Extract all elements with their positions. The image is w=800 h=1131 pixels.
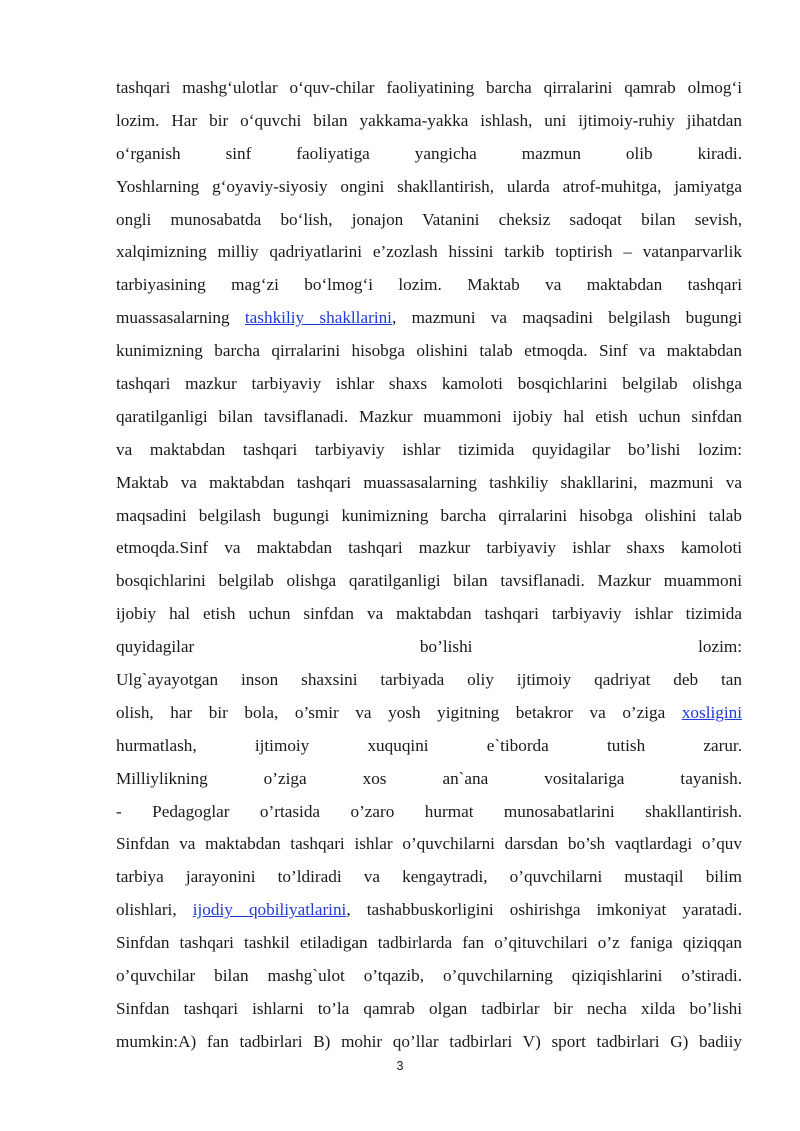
hyperlink[interactable]: tashkiliy shakllarini <box>244 308 392 328</box>
text-line <box>116 72 742 105</box>
text-line <box>116 993 742 1026</box>
text-run: maqsadini belgilash bugungi kunimizning barcha qirralarini hisobga olishini talab <box>116 505 742 525</box>
text-line <box>116 335 742 368</box>
text-run: Ulg`ayayotgan inson shaxsini tarbiyada oliy ijtimoiy qadriyat deb tan <box>116 670 742 690</box>
text-run: va maktabdan tashqari tarbiyaviy ishlar tizimida quyidagilar bo’lishi lozim: <box>116 439 742 459</box>
text-run: Sinfdan tashqari tashkil etiladigan tadbirlarda fan o’qituvchilari o’z faniga qiziqqan <box>116 933 742 953</box>
text-line <box>116 796 742 829</box>
text-line <box>116 269 742 302</box>
text-run: lozim. Har bir o‘quvchi bilan yakkama-yakka ishlash, uni ijtimoiy-ruhiy jihatdan <box>116 110 742 130</box>
text-line <box>116 236 742 269</box>
text-line <box>116 204 742 237</box>
hyperlink[interactable]: ijodiy qobiliyatlarini <box>192 900 347 920</box>
text-run: Sinfdan tashqari ishlarni to’la qamrab olgan tadbirlar bir necha xilda bo’lishi <box>116 998 742 1018</box>
text-line <box>116 927 742 960</box>
text-run: o‘rganish sinf faoliyatiga yangicha mazmun olib kiradi. <box>116 143 742 163</box>
text-run: tashqari mazkur tarbiyaviy ishlar shaxs kamoloti bosqichlarini belgilab olishga <box>116 374 742 394</box>
text-run: olishlari, <box>116 900 193 920</box>
text-line <box>116 894 742 927</box>
text-run: xalqimizning milliy qadriyatlarini e’zozlash hissini tarkib toptirish – vatanparvarlik <box>116 242 742 262</box>
text-line <box>116 763 742 796</box>
text-line <box>116 697 742 730</box>
text-run: kunimizning barcha qirralarini hisobga olishini talab etmoqda. Sinf va maktabdan <box>116 341 742 361</box>
text-line <box>116 532 742 565</box>
text-line <box>116 960 742 993</box>
text-run: quyidagilar bo’lishi lozim: <box>116 637 742 657</box>
text-run: - Pedagoglar o’rtasida o’zaro hurmat munosabatlarini shakllantirish. <box>116 801 742 821</box>
text-line <box>116 1026 742 1059</box>
text-line <box>116 730 742 763</box>
text-line <box>116 368 742 401</box>
text-line <box>116 861 742 894</box>
text-line <box>116 565 742 598</box>
text-run: bosqichlarini belgilab olishga qaratilganligi bilan tavsiflanadi. Mazkur muammoni <box>116 571 742 591</box>
text-line <box>116 138 742 171</box>
text-line <box>116 467 742 500</box>
body-text <box>116 72 742 1059</box>
text-run: qaratilganligi bilan tavsiflanadi. Mazkur muammoni ijobiy hal etish uchun sinfdan <box>116 406 742 426</box>
text-line <box>116 598 742 631</box>
text-run: tashqari mashg‘ulotlar o‘quv-chilar faoliyatining barcha qirralarini qamrab olmog‘i <box>116 78 742 97</box>
text-run: mumkin:A) fan tadbirlari B) mohir qo’llar tadbirlari V) sport tadbirlari G) badiiy <box>116 1031 742 1051</box>
text-run: Maktab va maktabdan tashqari muassasalarning tashkiliy shakllarini, mazmuni va <box>116 472 742 492</box>
text-line <box>116 171 742 204</box>
text-run: muassasalarning <box>116 308 245 328</box>
text-line <box>116 105 742 138</box>
text-run: tarbiyasining mag‘zi bo‘lmog‘i lozim. Maktab va maktabdan tashqari <box>116 275 742 295</box>
text-run: ongli munosabatda bo‘lish, jonajon Vatanini cheksiz sadoqat bilan sevish, <box>116 209 742 229</box>
text-run: etmoqda.Sinf va maktabdan tashqari mazkur tarbiyaviy ishlar shaxs kamoloti <box>116 538 742 558</box>
text-line <box>116 434 742 467</box>
text-run: tarbiya jarayonini to’ldiradi va kengaytradi, o’quvchilarni mustaqil bilim <box>116 867 742 887</box>
text-run: Yoshlarning g‘oyaviy-siyosiy ongini shakllantirish, ularda atrof-muhitga, jamiyatga <box>116 176 742 196</box>
hyperlink[interactable]: xosligini <box>681 702 742 722</box>
text-line <box>116 302 742 335</box>
text-run: olish, har bir bola, o’smir va yosh yigitning betakror va o’ziga <box>116 702 682 722</box>
text-line <box>116 401 742 434</box>
text-run: , tashabbuskorligini oshirishga imkoniyat yaratadi. <box>346 900 743 920</box>
text-run: Milliylikning o’ziga xos an`ana vositalariga tayanish. <box>116 768 742 788</box>
text-line <box>116 664 742 697</box>
text-run: , mazmuni va maqsadini belgilash bugungi <box>391 308 742 328</box>
page-number: 3 <box>396 1059 404 1073</box>
text-line <box>116 828 742 861</box>
text-line <box>116 631 742 664</box>
text-run: hurmatlash, ijtimoiy xuquqini e`tiborda tutish zarur. <box>116 735 742 755</box>
text-run: ijobiy hal etish uchun sinfdan va maktabdan tashqari tarbiyaviy ishlar tizimida <box>116 604 742 624</box>
text-run: o’quvchilar bilan mashg`ulot o’tqazib, o’quvchilarning qiziqishlarini o’stiradi. <box>116 966 742 986</box>
text-run: Sinfdan va maktabdan tashqari ishlar o’quvchilarni darsdan bo’sh vaqtlardagi o’quv <box>116 834 742 854</box>
text-line <box>116 500 742 533</box>
